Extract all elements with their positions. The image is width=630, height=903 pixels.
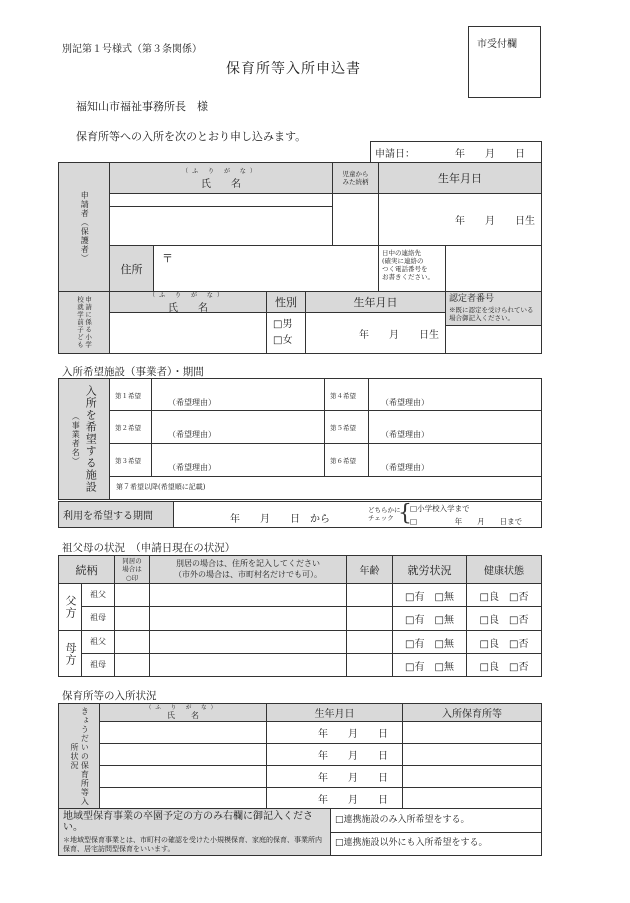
sib-furigana-label: （ふ り が な）	[145, 705, 221, 712]
choice-3-label: 第３希望	[109, 443, 152, 477]
sib-row-birth[interactable]: 年 月 日	[266, 743, 403, 766]
address-field[interactable]	[153, 245, 379, 292]
applicant-relation-field[interactable]	[332, 193, 379, 246]
sib-facility-header: 入所保育所等	[402, 703, 542, 722]
facility-side-label	[58, 378, 110, 500]
sib-row-name[interactable]	[99, 743, 267, 766]
choice-1-field[interactable]: （希望理由）	[151, 378, 325, 411]
form-title: 保育所等入所申込書	[226, 61, 361, 77]
sib-row-facility[interactable]	[402, 765, 542, 788]
gp-paternal-text: 父方	[64, 595, 77, 619]
application-date-label: 申請日：	[375, 148, 415, 160]
gp-row-cohabit[interactable]	[114, 630, 150, 654]
child-name-label: 氏 名	[168, 303, 208, 314]
linked-only-option[interactable]: □連携施設のみ入所希望をする。	[330, 808, 542, 833]
gp-row-health[interactable]: □良 □否	[466, 583, 542, 607]
gp-row-relation: 祖母	[81, 606, 115, 631]
gp-maternal-text: 母方	[64, 641, 77, 666]
brace-glyph: {	[398, 501, 412, 526]
child-side-text: 申請に係る小学校就学前子ども	[76, 296, 93, 349]
sib-row-birth[interactable]: 年 月 日	[266, 765, 403, 788]
facility-side-sub: （事業者名）	[71, 412, 81, 466]
footer-main-text: 地域型保育事業の卒園予定の方のみ右欄に御記入ください。	[63, 811, 313, 833]
choice-6-label: 第６希望	[324, 443, 369, 477]
addressee: 福知山市福祉事務所長 様	[76, 100, 208, 113]
gp-health-header: 健康状態	[466, 555, 542, 584]
choice-5-field[interactable]: （希望理由）	[368, 410, 542, 444]
child-gender-field[interactable]	[266, 312, 306, 354]
gender-male-checkbox[interactable]: □男	[273, 319, 293, 330]
child-birth-field[interactable]: 年 月 日生	[305, 312, 446, 354]
gp-row-work[interactable]: □有 □無	[392, 653, 467, 677]
choice-6-field[interactable]: （希望理由）	[368, 443, 542, 477]
gp-row-work[interactable]: □有 □無	[392, 630, 467, 654]
sib-name-label: 氏 名	[167, 711, 199, 721]
applicant-name-header	[109, 162, 333, 194]
choice-5-label: 第５希望	[324, 410, 369, 444]
linked-other-option[interactable]: □連携施設以外にも入所希望をする。	[330, 832, 542, 856]
grandparents-section-title: 祖父母の状況 （申請日現在の状況）	[62, 542, 236, 554]
receipt-box-label: 市受付欄	[477, 39, 517, 50]
gp-row-cohabit[interactable]	[114, 583, 150, 607]
gp-paternal-label	[58, 583, 82, 631]
period-field[interactable]	[173, 501, 542, 528]
gp-work-header: 就労状況	[392, 555, 467, 584]
form-code: 別記第１号様式（第３条関係）	[62, 44, 202, 55]
child-furigana-label: （ふ り が な）	[149, 292, 227, 299]
child-side-label	[58, 291, 110, 354]
receipt-box	[468, 26, 541, 98]
gp-row-age[interactable]	[346, 630, 393, 654]
gp-row-address[interactable]	[149, 630, 347, 654]
footer-sub-note: ＊地域型保育事業とは、市町村の確認を受けた小規模保育、家庭的保育、事業所内保育、居宅訪問型保育をいいます。	[63, 836, 322, 853]
choice-4-label: 第４希望	[324, 378, 369, 411]
facility-section-title: 入所希望施設（事業者）・期間	[62, 366, 204, 378]
siblings-side-label	[58, 703, 100, 809]
siblings-side-text: きょうだいの保育所等入所状況	[70, 706, 90, 806]
gp-row-address[interactable]	[149, 653, 347, 677]
cert-number-label: 認定者番号	[449, 294, 495, 304]
gp-row-work[interactable]: □有 □無	[392, 583, 467, 607]
facility-side-main: 入所を希望する施設	[84, 385, 98, 493]
choice-3-field[interactable]: （希望理由）	[151, 443, 325, 477]
application-date[interactable]	[370, 141, 542, 163]
gp-row-relation: 祖母	[81, 653, 115, 677]
gender-female-checkbox[interactable]: □女	[273, 335, 293, 346]
applicant-relation-header: 児童から みた続柄	[332, 162, 379, 194]
intro-text: 保育所等への入所を次のとおり申し込みます。	[76, 130, 307, 143]
gp-row-health[interactable]: □良 □否	[466, 653, 542, 677]
gp-row-address[interactable]	[149, 606, 347, 631]
daytime-contact-field[interactable]	[445, 245, 542, 292]
choice-7-plus-field[interactable]: 第７希望以降(希望順に記載)	[109, 476, 542, 500]
applicant-side-text: 申請者（保護者）	[80, 191, 90, 263]
sib-row-name[interactable]	[99, 765, 267, 788]
cert-number-note: ※既に認定を受けられている場合御記入ください。	[449, 305, 534, 322]
period-from-value: 年 月 日 から	[230, 514, 330, 525]
gp-age-header: 年齢	[346, 555, 393, 584]
gp-row-age[interactable]	[346, 653, 393, 677]
applicant-birth-header: 生年月日	[378, 162, 542, 194]
sib-row-birth[interactable]: 年 月 日	[266, 721, 403, 744]
gp-relation-header: 続柄	[58, 555, 115, 584]
gp-address-header: 別居の場合は、住所を記入してください （市外の場合は、市町村名だけでも可）。	[149, 555, 347, 584]
gp-row-relation: 祖父	[81, 583, 115, 607]
gp-row-cohabit[interactable]	[114, 606, 150, 631]
applicant-furigana-label: （ふ り が な）	[182, 168, 260, 175]
gp-row-age[interactable]	[346, 606, 393, 631]
applicant-name-field[interactable]	[109, 206, 333, 246]
choice-2-label: 第２希望	[109, 410, 152, 444]
application-date-value: 年 月 日	[455, 148, 525, 160]
gp-row-relation: 祖父	[81, 630, 115, 654]
sib-row-name[interactable]	[99, 721, 267, 744]
child-name-field[interactable]	[109, 312, 267, 354]
sib-row-birth[interactable]: 年 月 日	[266, 787, 403, 809]
gp-row-address[interactable]	[149, 583, 347, 607]
siblings-section-title: 保育所等の入所状況	[62, 690, 157, 702]
period-label: 利用を希望する期間	[58, 501, 174, 528]
gp-row-cohabit[interactable]	[114, 653, 150, 677]
sib-row-facility[interactable]	[402, 743, 542, 766]
gp-row-work[interactable]: □有 □無	[392, 606, 467, 631]
address-label: 住所	[109, 245, 154, 292]
period-option-date[interactable]: □ 年 月 日まで	[410, 517, 523, 526]
sib-birth-header: 生年月日	[266, 703, 403, 722]
sib-name-header	[99, 703, 267, 722]
postal-mark: 〒	[162, 252, 173, 265]
period-option-school[interactable]: □小学校入学まで	[410, 504, 470, 513]
gp-cohabit-header: 同居の 場合は ○印	[114, 555, 150, 584]
applicant-furigana-field[interactable]	[109, 193, 333, 207]
cert-number-field[interactable]	[445, 325, 542, 354]
sib-row-facility[interactable]	[402, 721, 542, 744]
child-name-header	[109, 291, 267, 313]
sib-row-facility[interactable]	[402, 787, 542, 809]
applicant-side-label	[58, 162, 110, 292]
choice-1-label: 第１希望	[109, 378, 152, 411]
cert-number-header	[445, 291, 542, 326]
gp-maternal-label	[58, 630, 82, 677]
child-birth-header: 生年月日	[305, 291, 446, 313]
choice-2-field[interactable]: （希望理由）	[151, 410, 325, 444]
period-check-note: どちらかに チェック	[368, 506, 401, 523]
footer-note-box	[58, 808, 331, 856]
sib-row-name[interactable]	[99, 787, 267, 809]
applicant-name-label: 氏 名	[201, 179, 241, 190]
daytime-contact-label: 日中の連絡先 (確実に連絡の つく電話番号を お書きください。	[378, 245, 446, 292]
child-gender-header: 性別	[266, 291, 306, 313]
gp-row-health[interactable]: □良 □否	[466, 630, 542, 654]
gp-row-age[interactable]	[346, 583, 393, 607]
gp-row-health[interactable]: □良 □否	[466, 606, 542, 631]
choice-4-field[interactable]: （希望理由）	[368, 378, 542, 411]
applicant-birth-field[interactable]: 年 月 日生	[378, 193, 542, 246]
